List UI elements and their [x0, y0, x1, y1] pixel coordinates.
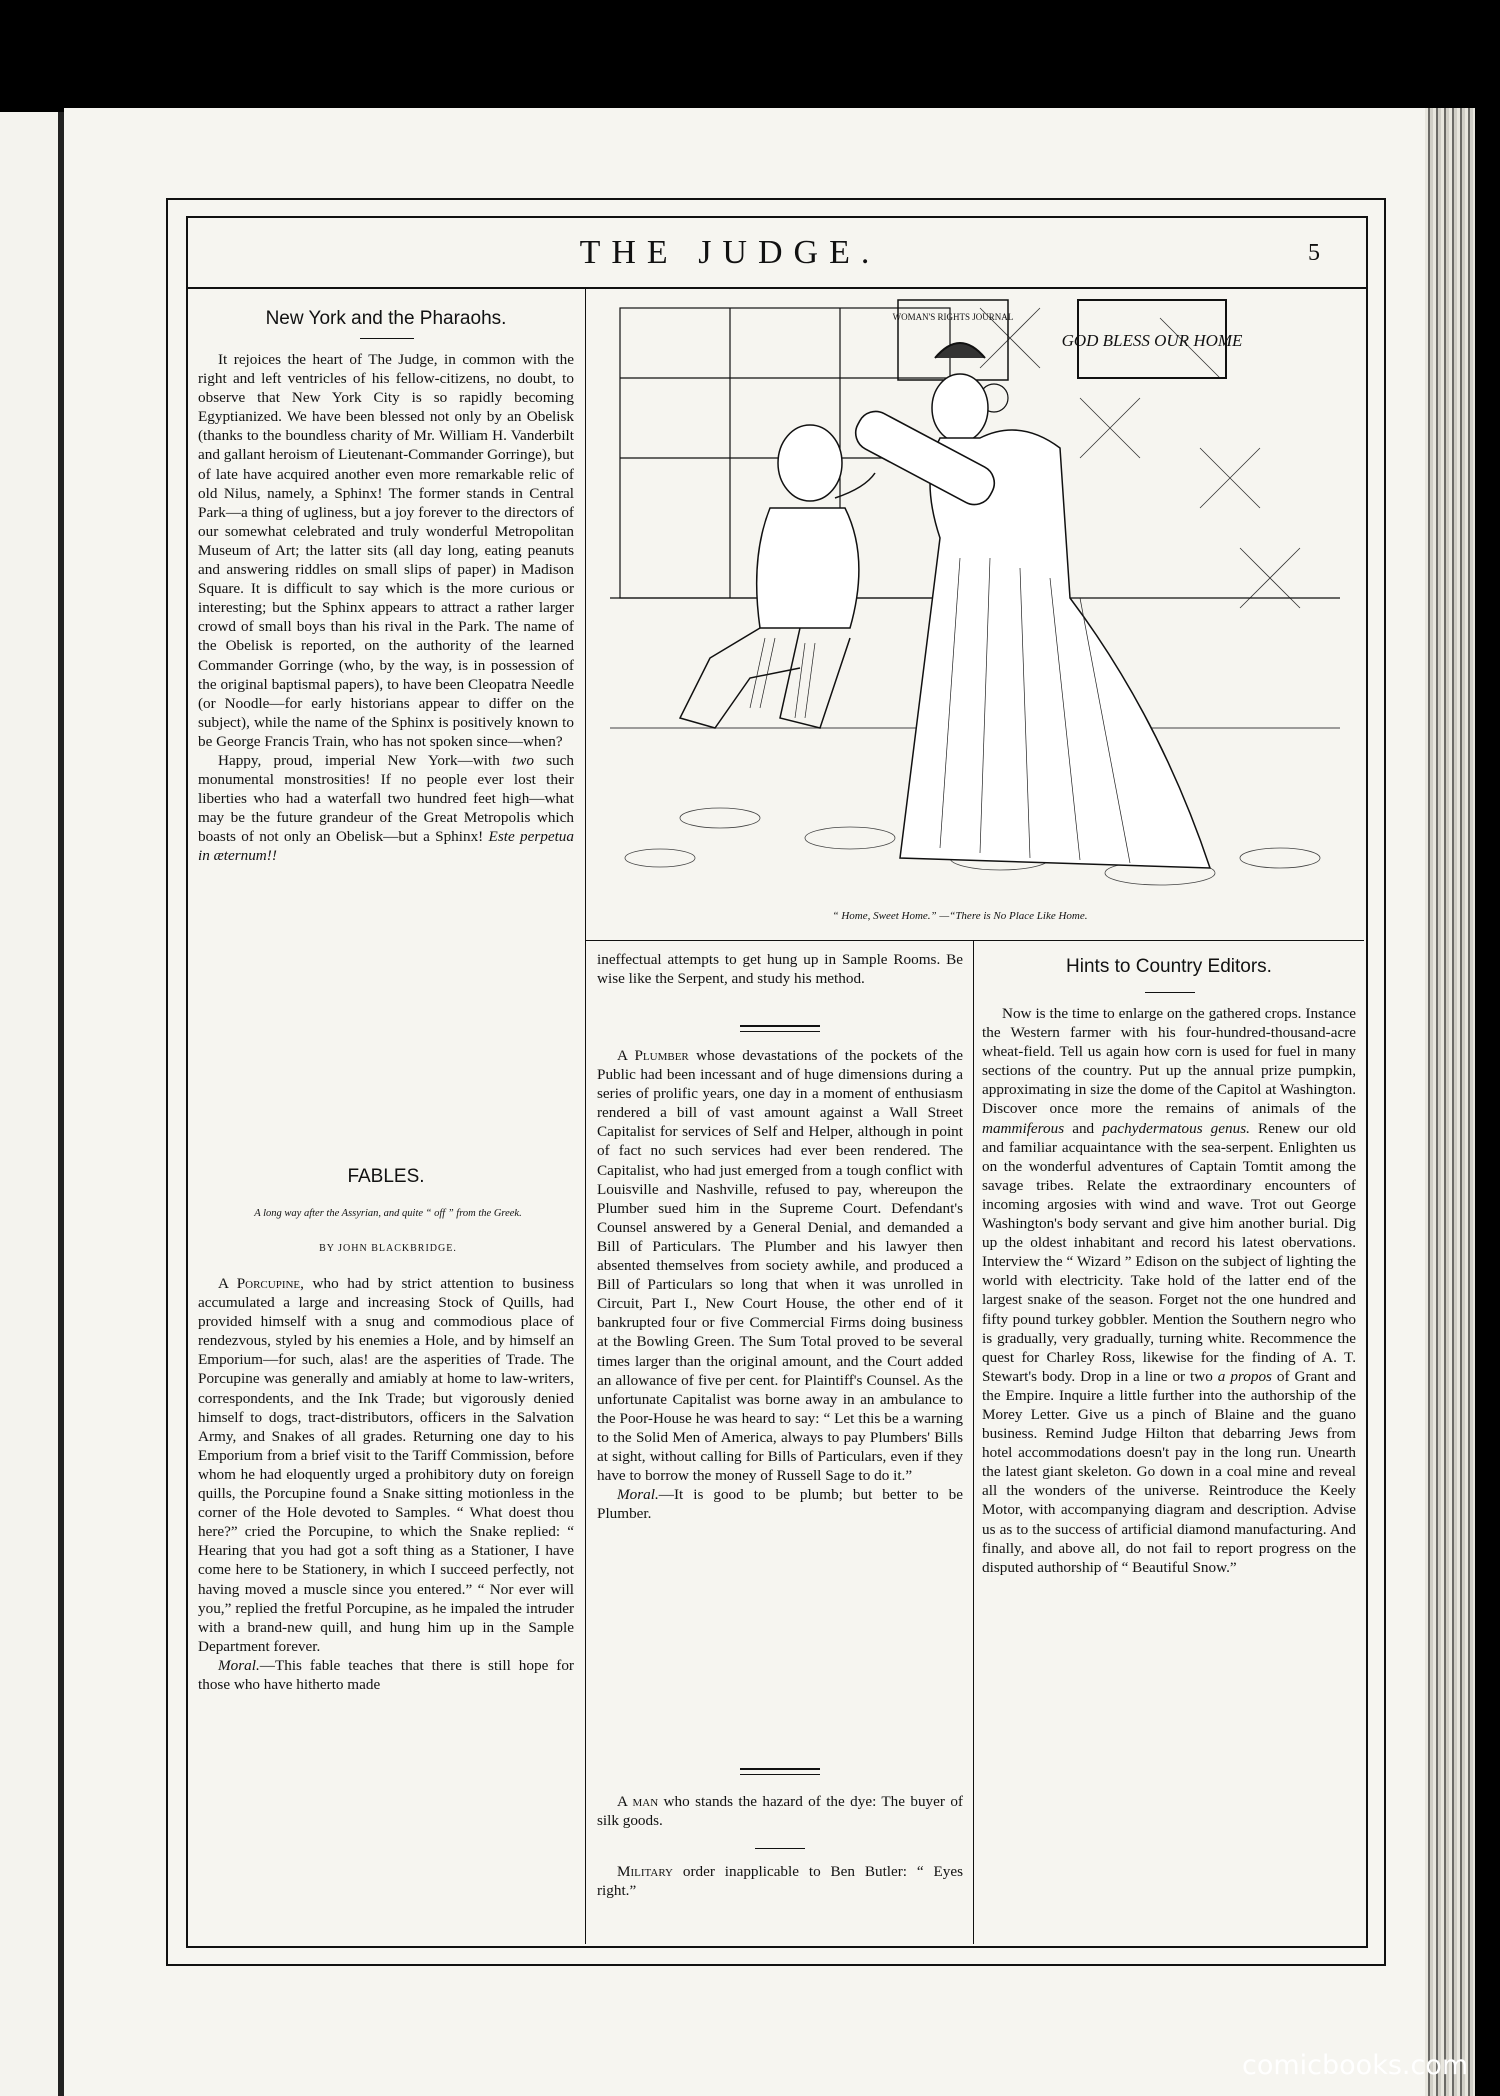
cartoon-bottom-rule [586, 940, 1364, 941]
ornament-rule-2b [740, 1774, 820, 1775]
page-stack-edge [1425, 108, 1475, 2096]
text-run: —This fable teaches that there is still hope for those who have hitherto made [198, 1656, 574, 1693]
masthead: THE JUDGE. [579, 234, 881, 271]
ornament-rule-3 [755, 1848, 805, 1849]
text-run: Renew our old and familiar acquaintance with the sea-serpent. Enlighten us on the wonderful adventures of Captain Tomtit among the savage tribes. Relate the extraordinary encounters of incoming argosies with wind and wave. Trot out George Washington's body servant and give him another burial. Dig up the oldest inhabitant and record his latest obervations. Interview the “ Wizard ” Edison on the subject of lighting the world with electricity. Take hold of the latter end of the largest snake of the season. Forget not the one hundred and fifty pound turkey gobbler. Mention the Southern negro who is gradually, very gradually, turning white. Recommence the quest for Charley Ross, likewise for the finding of A. T. Stewart's body. Drop in a line or two [982, 1119, 1356, 1385]
journal-label: WOMAN'S RIGHTS JOURNAL [892, 312, 1014, 322]
middle-column [597, 950, 963, 988]
hints-heading: Hints to Country Editors. [1066, 956, 1272, 977]
text-run: and [1064, 1119, 1103, 1137]
fable-continued: ineffectual attempts to get hung up in Sample Rooms. Be wise like the Serpent, and study his method. [597, 951, 963, 988]
fable-moral [198, 1656, 574, 1694]
divider-right [973, 940, 974, 1944]
ornament-rule-1b [740, 1031, 820, 1032]
text-run: order inapplicable to Ben Butler: “ Eyes right.” [597, 1863, 963, 1900]
lead-in: Military [617, 1863, 674, 1880]
masthead-rule [186, 287, 1366, 289]
divider-left [585, 289, 586, 1944]
hints-article [982, 1004, 1356, 1577]
emphasis: two [512, 751, 534, 769]
moral-label: Moral. [218, 1656, 260, 1674]
emphasis: mammiferous [982, 1119, 1065, 1137]
emphasis: pachydermatous genus. [1102, 1119, 1250, 1137]
text-run: who had by strict attention to business accumulated a large and increasing Stock of Quills, had provided himself with a snug and commodious place of rendezvous, styled by his enemies a Hole, and by himself an Emporium—for such, alas! are the asperities of Trade. The Porcupine was generally and amiably at home to law-writers, correspondents, and the Ink Trade; but vigorously denied himself to dogs, tract-distributors, officers in the Salvation Army, and Snakes of all grades. Returning one day to his Emporium from a brief visit to the Tariff Commission, before whom he had eloquently urged a prohibitory duty on foreign quills, the Porcupine found a Snake sitting motionless in the corner of the Hole devoted to Samples. “ What doest thou here?” cried the Porcupine, to which the Snake replied: “ Hearing that you had got a soft thing as a Stationer, I have come here to be Stationery, in which I succeed perfectly, not having moved a muscle since you entered.” “ Nor ever will you,” replied the fretful Porcupine, as he impaled the intruder with a brand-new quill, and hung him up in the Sample Department forever. [198, 1275, 574, 1655]
site-watermark: comicbooks.com [1242, 2050, 1469, 2081]
latin-motto: Este perpetua in æternum!! [198, 828, 574, 865]
lead-in: A Plumber [617, 1047, 689, 1064]
text-run: such monumental monstrosities! If no people ever lost their liberties who had a waterfall two hundred feet high—what may be the future grandeur of the Great Metropolis which boasts of not only an Obelisk—but a Sphinx! [198, 751, 574, 846]
hints-paragraph [982, 1004, 1356, 1577]
military-item [597, 1862, 963, 1900]
page-number: 5 [1308, 240, 1320, 266]
military-paragraph [597, 1862, 963, 1900]
ornament-rule-2 [740, 1768, 820, 1770]
text-run: who stands the hazard of the dye: The buyer of silk goods. [597, 1793, 963, 1830]
plumber-article [597, 1046, 963, 1523]
text-run: Happy, proud, imperial New York—with [218, 751, 513, 769]
ornament-rule-1 [740, 1025, 820, 1027]
fables-subline: A long way after the Assyrian, and quite “ off ” from the Greek. [254, 1208, 522, 1219]
fables-article [198, 1274, 574, 1694]
text-run: —It is good to be plumb; but better to be Plumber. [597, 1486, 963, 1523]
porcupine-fable [198, 1274, 574, 1656]
sign-label: GOD BLESS OUR HOME [1061, 331, 1243, 350]
lead-in: A man [617, 1793, 659, 1810]
heading-rule [360, 338, 414, 339]
adjacent-page-edge [0, 112, 62, 2096]
plumber-fable [597, 1046, 963, 1485]
fables-byline: BY JOHN BLACKBRIDGE. [319, 1243, 457, 1254]
hints-rule [1145, 992, 1195, 993]
text-run: Now is the time to enlarge on the gathered crops. Instance the Western farmer with his four-hundred-thousand-acre wheat-field. Tell us again how corn is used for fuel in many sections of the country. Put up the annual prize pumpkin, approximating in size the dome of the Capitol at Washington. Discover once more the remains of animals of the [982, 1005, 1356, 1118]
pharaohs-heading: New York and the Pharaohs. [265, 308, 507, 329]
dye-item [597, 1792, 963, 1830]
pharaohs-paragraph-1: It rejoices the heart of The Judge, in common with the right and left ventricles of his fellow-citizens, no doubt, to observe that New York City is so rapidly becoming Egyptianized. We have been blessed not only by an Obelisk (thanks to the boundless charity of Mr. William H. Vanderbilt and gallant heroism of Lieutenant-Commander Gorringe), but of late have acquired another even more remarkable relic of old Nilus, namely, a Sphinx! The former stands in Central Park—a thing of ugliness, but a joy forever to the directors of our somewhat celebrated and truly wonderful Metropolitan Museum of Art; the latter sits (all day long, eating peanuts and answering riddles on small slips of paper) in Madison Square. It is difficult to say which is the more curious or interesting; but the Sphinx appears to attract a rather larger crowd of small boys than his rival in the Park. The name of the Obelisk is reported, on the authority of the learned Commander Gorringe (who, by the way, is in possession of the original baptismal papers), to have been Cleopatra Needle (or Noodle—for early historians appear to differ on the subject), while the name of the Sphinx is positively known to be George Francis Train, who has not spoken since—when? [198, 351, 574, 750]
pharaohs-paragraph-2 [198, 751, 574, 866]
cartoon-caption: “ Home, Sweet Home.” —“There is No Place Like Home. [832, 910, 1088, 922]
moral-label: Moral. [617, 1486, 659, 1504]
pharaohs-article [198, 350, 574, 866]
cartoon-illustration [600, 298, 1358, 906]
dye-paragraph [597, 1792, 963, 1830]
fables-heading: FABLES. [347, 1166, 425, 1187]
lead-in: A Porcupine, [218, 1275, 304, 1292]
plumber-moral [597, 1485, 963, 1523]
text-run: of Grant and the Empire. Inquire a little further into the authorship of the Morey Letter. Give us a pinch of Blaine and the guano business. Remind Judge Hilton that debarring Jews from hotel accommodations doesn't pay in the long run. Unearth the latest giant skeleton. Go down in a coal mine and reveal all the wonders of the universe. Reintroduce the Keely Motor, with accompanying diagram and description. Advise us as to the success of artificial diamond manufacturing. And finally, and above all, do not fail to report progress on the disputed authorship of “ Beautiful Snow.” [982, 1367, 1356, 1576]
text-run: whose devastations of the pockets of the Public had been incessant and of huge dimensions during a series of prolific years, one day in a moment of enthusiasm rendered a bill of vast amount against a Wall Street Capitalist for services of Self and Helper, although in point of fact no such services had ever been rendered. The Capitalist, who had just emerged from a tough conflict with Louisville and Nashville, refused to pay, whereupon the Plumber sued him in the Supreme Court. Defendant's Counsel answered by a General Denial, and demanded a Bill of Particulars. The Plumber and his lawyer then absented themselves from society awhile, and produced a Bill of Particulars so long that when it was unrolled in Circuit, Part I., New Court House, the other end of it bankrupted four or five Commercial Firms doing business at the Bowling Green. The Sum Total proved to be several times larger than the original amount, and the Court added an allowance of five per cent. for Plaintiff's Counsel. As the unfortunate Capitalist was borne away in an ambulance to the Poor-House he was heard to say: “ Let this be a warning to the Solid Men of America, always to pay Plumbers' Bills at sight, without calling for Bills of Particulars, even if they have to borrow the money of Russell Sage to do it.” [597, 1047, 963, 1485]
emphasis: a propos [1217, 1367, 1272, 1385]
